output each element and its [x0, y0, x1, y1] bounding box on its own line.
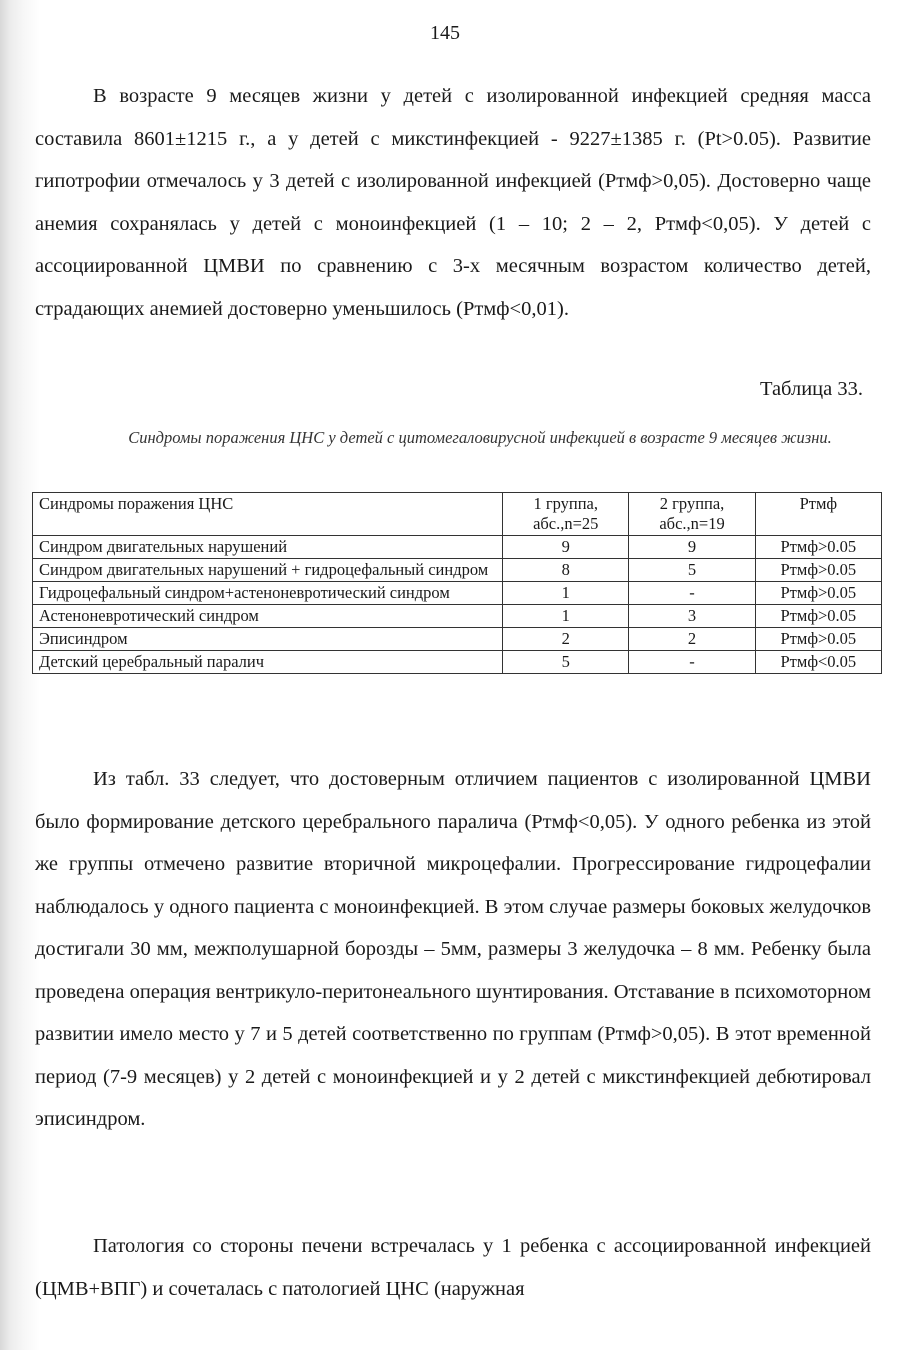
row-group2: 3 — [629, 605, 755, 628]
table-header-row — [33, 493, 882, 536]
paragraph-table-discussion: Из табл. 33 следует, что достоверным отличием пациентов с изолированной ЦМВИ было формирование детского церебрального паралича (Ртмф<0,05). У одного ребенка из этой же группы отмечено развитие вторичной микроцефалии. Прогрессирование гидроцефалии наблюдалось у одного пациента с моноинфекцией. В этом случае размеры боковых желудочков достигали 30 мм, межполушарной борозды – 5мм, размеры 3 желудочка – 8 мм. Ребенку была проведена операция вентрикуло-перитонеального шунтирования. Отставание в психомоторном развитии имело место у 7 и 5 детей соответственно по группам (Ртмф>0,05). В этот временной период (7-9 месяцев) у 2 детей с моноинфекцией и у 2 детей с микстинфекцией дебютировал эписиндром. — [35, 768, 871, 1130]
row-group1: 1 — [503, 582, 629, 605]
row-group2: 9 — [629, 536, 755, 559]
table-row — [33, 605, 882, 628]
table-row — [33, 628, 882, 651]
row-group2: - — [629, 651, 755, 674]
row-syndrome: Детский церебральный паралич — [33, 651, 503, 674]
table-row — [33, 582, 882, 605]
table-caption: Синдромы поражения ЦНС у детей с цитомегаловирусной инфекцией в возрасте 9 месяцев жизни. — [128, 428, 832, 447]
row-syndrome: Эписиндром — [33, 628, 503, 651]
table-row — [33, 559, 882, 582]
row-p-value: Ртмф>0.05 — [755, 605, 881, 628]
table-row — [33, 651, 882, 674]
row-group2: - — [629, 582, 755, 605]
row-syndrome: Гидроцефальный синдром+астеноневротический синдром — [33, 582, 503, 605]
row-p-value: Ртмф>0.05 — [755, 536, 881, 559]
row-p-value: Ртмф>0.05 — [755, 559, 881, 582]
table-row — [33, 536, 882, 559]
paragraph-liver-pathology: Патология со стороны печени встречалась у 1 ребенка с ассоциированной инфекцией (ЦМВ+ВПГ) и сочеталась с патологией ЦНС (наружная — [35, 1235, 871, 1300]
row-p-value: Ртмф<0.05 — [755, 651, 881, 674]
row-group1: 2 — [503, 628, 629, 651]
paragraph-weight-anemia: В возрасте 9 месяцев жизни у детей с изолированной инфекцией средняя масса составила 8601±1215 г., а у детей с микстинфекцией - 9227±1385 г. (Pt>0.05). Развитие гипотрофии отмечалось у 3 детей с изолированной инфекцией (Ртмф>0,05). Достоверно чаще анемия сохранялась у детей с моноинфекцией (1 – 10; 2 – 2, Ртмф<0,05). У детей с ассоциированной ЦМВИ по сравнению с 3-х месячным возрастом количество детей, страдающих анемией достоверно уменьшилось (Ртмф<0,01). — [35, 85, 871, 320]
row-group1: 9 — [503, 536, 629, 559]
row-group1: 5 — [503, 651, 629, 674]
cns-syndromes-table — [32, 492, 882, 674]
header-p-value: Ртмф — [755, 493, 881, 536]
row-p-value: Ртмф>0.05 — [755, 628, 881, 651]
row-syndrome: Синдром двигательных нарушений + гидроцефальный синдром — [33, 559, 503, 582]
header-group2: 2 группа, абс.,n=19 — [629, 493, 755, 536]
header-group1: 1 группа, абс.,n=25 — [503, 493, 629, 536]
row-group2: 5 — [629, 559, 755, 582]
header-syndrome: Синдромы поражения ЦНС — [33, 493, 503, 536]
row-syndrome: Синдром двигательных нарушений — [33, 536, 503, 559]
page-number: 145 — [430, 22, 460, 44]
row-group1: 1 — [503, 605, 629, 628]
row-group2: 2 — [629, 628, 755, 651]
row-group1: 8 — [503, 559, 629, 582]
row-p-value: Ртмф>0.05 — [755, 582, 881, 605]
row-syndrome: Астеноневротический синдром — [33, 605, 503, 628]
table-label: Таблица 33. — [759, 378, 863, 400]
